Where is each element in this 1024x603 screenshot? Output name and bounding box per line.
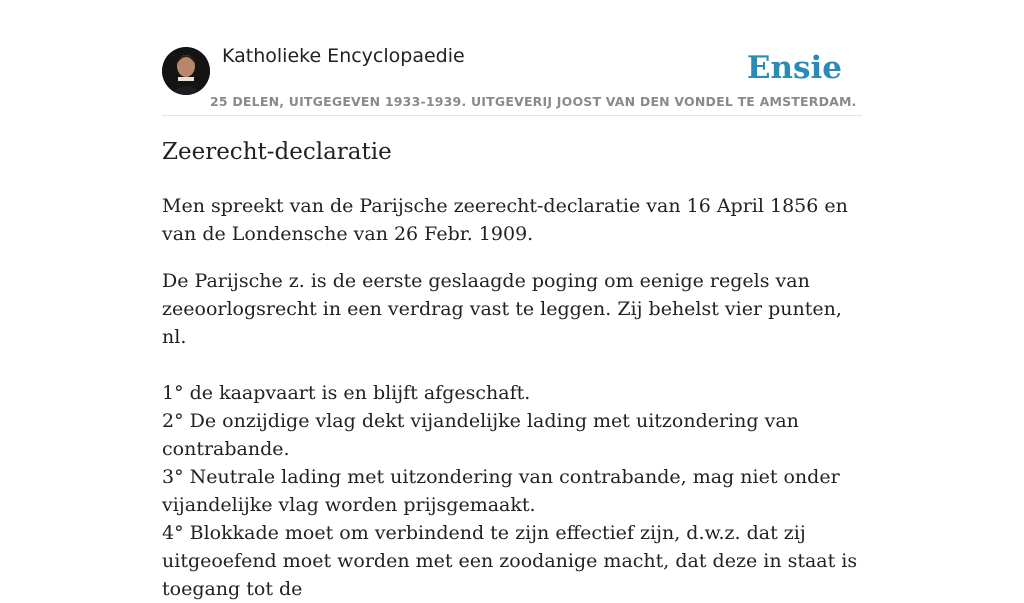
book-subtitle: 25 DELEN, UITGEGEVEN 1933-1939. UITGEVERIJ JOOST VAN DEN VONDEL TE AMSTERDAM.	[210, 94, 857, 109]
page	[162, 0, 862, 600]
header	[162, 0, 862, 116]
list-item: 3° Neutrale lading met uitzondering van contrabande, mag niet onder vijandelijke vlag worden prijsgemaakt.	[162, 466, 840, 516]
article-body	[162, 192, 862, 603]
book-title[interactable]: Katholieke Encyclopaedie	[222, 45, 465, 67]
list-item: 1° de kaapvaart is en blijft afgeschaft.	[162, 382, 531, 404]
points-list	[162, 379, 862, 603]
list-item: 2° De onzijdige vlag dekt vijandelijke lading met uitzondering van contrabande.	[162, 410, 799, 460]
portrait-avatar-icon[interactable]	[162, 47, 210, 95]
paragraph: Men spreekt van de Parijsche zeerecht-declaratie van 16 April 1856 en van de Londensche van 26 Febr. 1909.	[162, 195, 848, 245]
paragraph: De Parijsche z. is de eerste geslaagde poging om eenige regels van zeeoorlogsrecht in een verdrag vast te leggen. Zij behelst vier punten, nl.	[162, 270, 842, 348]
brand-logo[interactable]: Ensie	[746, 50, 842, 86]
article-title: Zeerecht-declaratie	[162, 139, 392, 165]
list-item: 4° Blokkade moet om verbindend te zijn effectief zijn, d.w.z. dat zij uitgeoefend moet worden met een zoodanige macht, dat deze in staat is toegang tot de	[162, 522, 858, 600]
